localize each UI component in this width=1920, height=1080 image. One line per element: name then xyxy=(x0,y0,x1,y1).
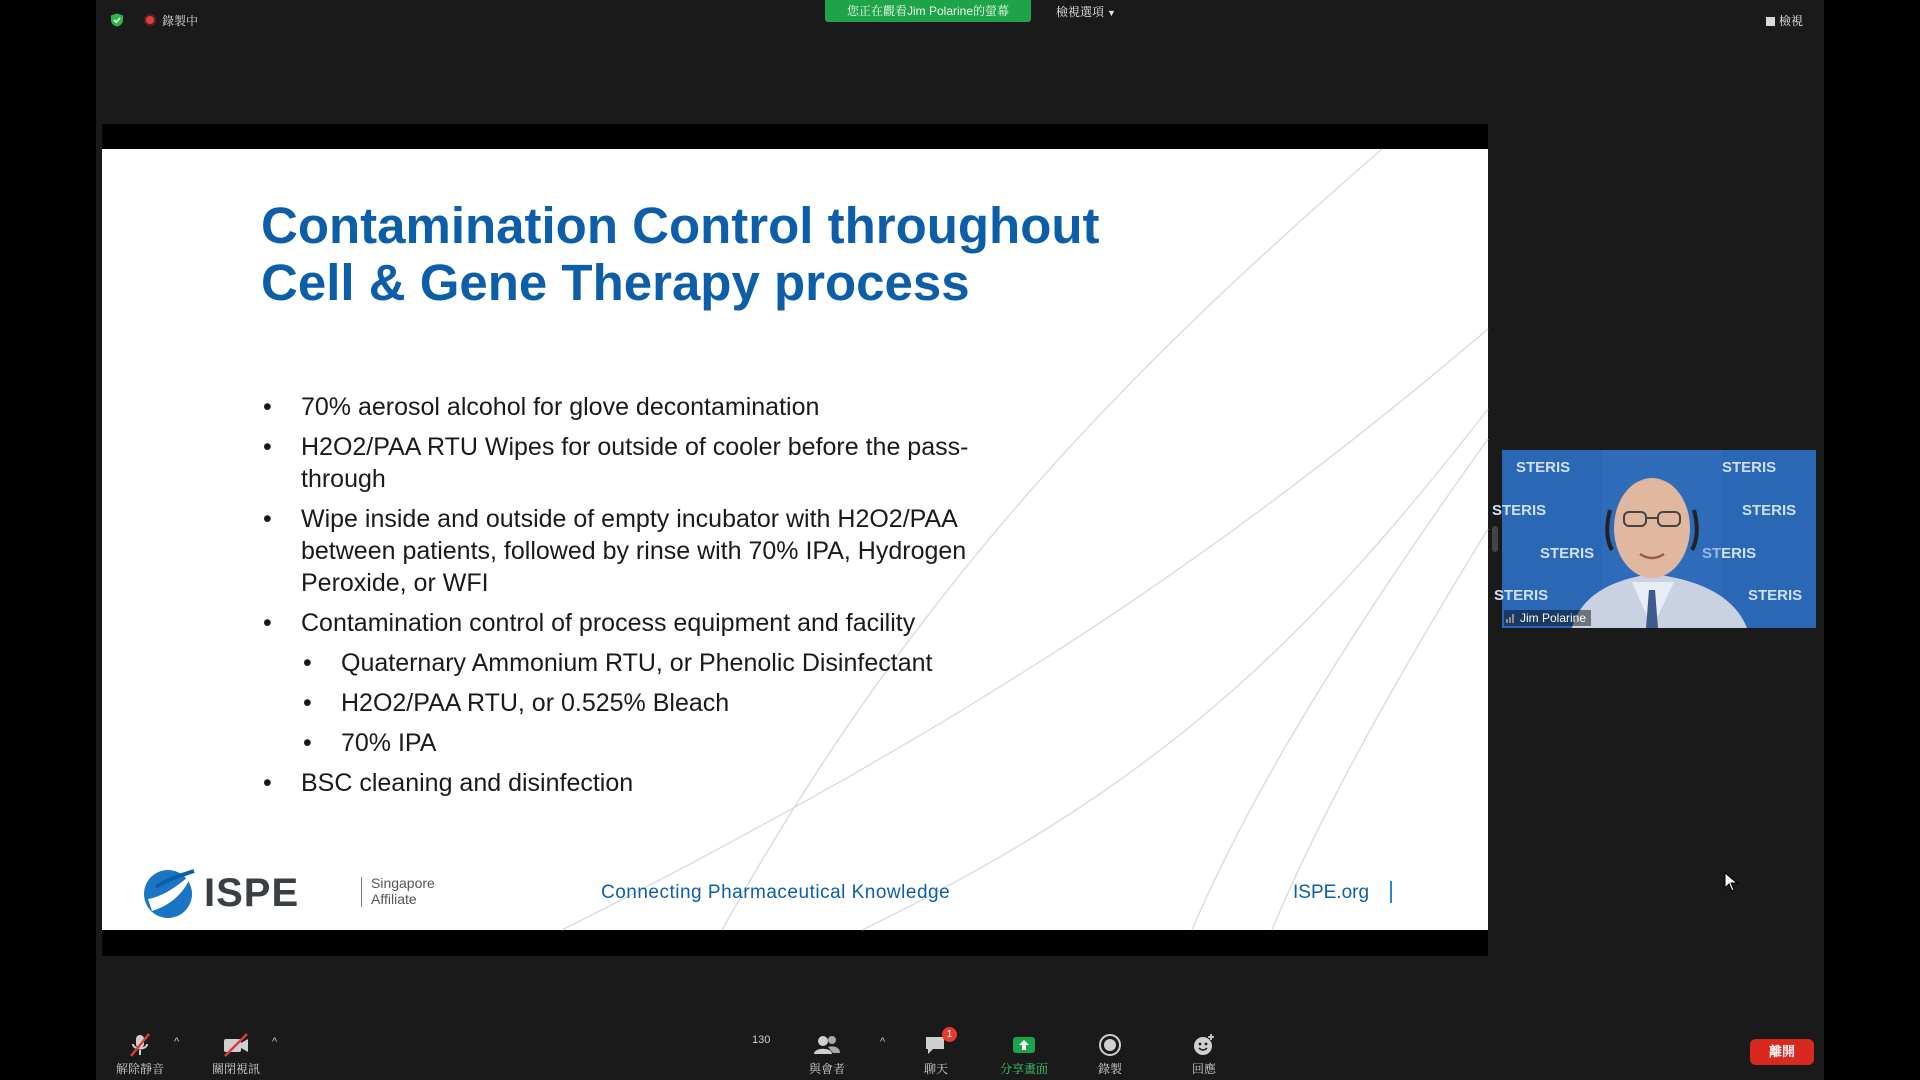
svg-text:STERIS: STERIS xyxy=(1492,502,1547,519)
svg-text:STERIS: STERIS xyxy=(1540,545,1595,562)
video-camera-off-icon xyxy=(222,1032,250,1058)
participants-options-caret[interactable]: ^ xyxy=(880,1036,886,1048)
sub-bullet-item: • H2O2/PAA RTU, or 0.525% Bleach xyxy=(261,687,1041,719)
right-black-bar xyxy=(1824,0,1920,1080)
shared-screen xyxy=(102,124,1488,956)
reactions-label: 回應 xyxy=(1191,1062,1216,1076)
record-label: 錄製 xyxy=(1097,1062,1122,1076)
unmute-label: 解除靜音 xyxy=(115,1062,164,1076)
view-options-button[interactable] xyxy=(1056,3,1116,20)
ispe-logo xyxy=(142,867,442,921)
unmute-button[interactable] xyxy=(110,1032,170,1077)
logo-divider xyxy=(361,877,362,907)
svg-text:STERIS: STERIS xyxy=(1748,587,1803,604)
bullet-item: • H2O2/PAA RTU Wipes for outside of cooler before the pass-through xyxy=(261,431,1041,495)
slide-title-line: Cell & Gene Therapy process xyxy=(261,254,970,311)
participants-button[interactable] xyxy=(802,1032,852,1077)
bullet-item: • Contamination control of process equipment and facility xyxy=(261,607,1041,639)
panel-resize-handle[interactable] xyxy=(1492,526,1498,552)
video-options-caret[interactable]: ^ xyxy=(272,1036,278,1048)
meeting-window xyxy=(96,0,1824,1080)
bullet-list xyxy=(261,391,1041,807)
bullet-item: • 70% aerosol alcohol for glove decontamination xyxy=(261,391,1041,423)
svg-text:STERIS: STERIS xyxy=(1494,587,1549,604)
share-screen-label: 分享畫面 xyxy=(999,1062,1048,1076)
affiliate-line: Singapore xyxy=(371,875,435,891)
website-divider xyxy=(1390,881,1392,903)
microphone-muted-icon xyxy=(127,1032,153,1058)
share-screen-icon xyxy=(1011,1032,1037,1058)
bullet-item: • Wipe inside and outside of empty incubator with H2O2/PAA between patients, followed by rinse with 70% IPA, Hydrogen Peroxide, or WFI xyxy=(261,503,1041,599)
stop-video-label: 關閉視訊 xyxy=(211,1062,260,1076)
participants-label: 與會者 xyxy=(808,1062,845,1076)
slide-website: ISPE.org xyxy=(1293,882,1370,903)
stop-video-button[interactable] xyxy=(206,1032,266,1077)
view-button[interactable] xyxy=(1766,12,1803,29)
svg-text:STERIS: STERIS xyxy=(1742,502,1797,519)
grid-icon xyxy=(1766,17,1775,26)
share-screen-button[interactable] xyxy=(994,1032,1054,1077)
presentation-slide xyxy=(102,149,1488,930)
logo-affiliate xyxy=(371,875,435,907)
smiley-plus-icon xyxy=(1191,1032,1217,1058)
participant-name: Jim Polarine xyxy=(1504,610,1591,626)
record-icon xyxy=(1097,1032,1123,1058)
video-background xyxy=(1492,450,1816,628)
ispe-logo-mark-icon xyxy=(142,867,198,921)
affiliate-line: Affiliate xyxy=(371,891,417,907)
participants-count: 130 xyxy=(752,1034,771,1046)
recording-label: 錄製中 xyxy=(162,14,199,28)
reactions-button[interactable] xyxy=(1184,1032,1224,1077)
viewing-screen-banner: 您正在觀看Jim Polarine的螢幕 xyxy=(825,0,1031,22)
sub-bullet-item: • 70% IPA xyxy=(261,727,1041,759)
sub-bullet-item: • Quaternary Ammonium RTU, or Phenolic Disinfectant xyxy=(261,647,1041,679)
chat-unread-badge: 1 xyxy=(942,1027,957,1042)
bullet-item: • BSC cleaning and disinfection xyxy=(261,767,1041,799)
recording-icon[interactable] xyxy=(144,14,156,26)
svg-text:STERIS: STERIS xyxy=(1722,459,1777,476)
top-bar xyxy=(96,0,1824,40)
svg-text:STERIS: STERIS xyxy=(1516,459,1571,476)
view-label: 檢視 xyxy=(1779,14,1804,28)
view-options-label: 檢視選項 xyxy=(1056,5,1105,19)
left-black-bar xyxy=(0,0,96,1080)
ispe-logo-text: ISPE xyxy=(204,871,300,915)
record-button[interactable] xyxy=(1090,1032,1130,1077)
leave-button[interactable]: 離開 xyxy=(1750,1039,1814,1065)
svg-text:STERIS: STERIS xyxy=(1702,545,1757,562)
bottom-toolbar xyxy=(96,1010,1824,1080)
slide-tagline: Connecting Pharmaceutical Knowledge xyxy=(601,882,951,903)
shield-icon[interactable] xyxy=(110,13,124,27)
mouse-cursor-icon xyxy=(1724,872,1738,892)
slide-title-line: Contamination Control throughout xyxy=(261,197,1100,254)
participant-video[interactable] xyxy=(1492,450,1816,628)
chat-label: 聊天 xyxy=(923,1062,948,1076)
audio-options-caret[interactable]: ^ xyxy=(174,1036,180,1048)
participants-icon xyxy=(813,1032,841,1058)
chevron-down-icon: ▼ xyxy=(1107,8,1116,18)
slide-title xyxy=(261,197,1261,311)
